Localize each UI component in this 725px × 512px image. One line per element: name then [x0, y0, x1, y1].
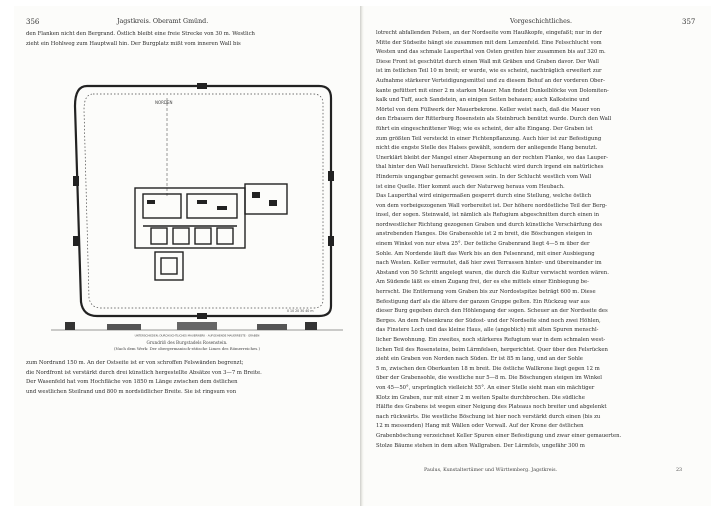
text-line: lichen Teil des Rosensteins, beim Lärmfelsen, hergerichtet. Quer über den Felsrücken [376, 346, 608, 353]
book-spread [14, 6, 711, 506]
scale-label: 0 10 20 30 40 m [287, 309, 314, 313]
wall-tower [328, 171, 334, 181]
text-line: Der Wasenfeld hat vom Hochfläche von 1850 m Länge zwischen dem östlichen [26, 379, 238, 386]
text-line: Aufnahme stärkerer Verteidigungsmittel und zu diesem Behuf an der vorderen Ober- [376, 77, 605, 84]
left-text-top [26, 30, 348, 49]
text-line: nach rückwärts. Die westliche Böschung ist hier noch verstärkt durch einen (bis zu [376, 413, 601, 420]
text-line: Befestigung darf als die ältere der ganzen Gruppe gelten. Ein Rückzug war aus [376, 298, 590, 305]
text-line: die Nordfront ist verstärkt durch drei künstlich hergestellte Absätze von 3—7 m Breite. [26, 369, 262, 376]
text-line: Das Lauperthal wird einigermaßen gesperrt durch eine Stellung, welche östlich [376, 193, 592, 200]
text-line: zum Nordrand 150 m. An der Ostseite ist er von schroffen Felswänden begrenzt; [26, 360, 244, 366]
text-line: den Erbauern der Ritterburg Rosenstein als Steinbruch benützt wurde. Durch den Wall [376, 116, 612, 123]
north-label: NORDEN [155, 100, 173, 105]
text-line: licher Bewohnung. Ein zweites, noch stärkeres Refugium war in dem schmalen west- [376, 337, 606, 343]
text-line: einem Winkel von nur etwa 25°. Der östliche Grabenrand liegt 4—5 m über der [376, 241, 590, 248]
text-line: zum größten Teil versteckt in einer Fichtenpflanzung. Auch hier ist zur Befestigung [376, 135, 602, 142]
text-line: und westlichen Steilrand und 800 m nordsüdlicher Breite. Sie ist ringsum von [26, 388, 237, 395]
text-line: 5 m, zwischen den Oberkanten 18 m breit. Die östliche Wallkrone liegt gegen 12 m [376, 365, 600, 372]
text-line: Abstand von 50 Schritt angelegt waren, die durch die Kultur verwischt worden wären. [376, 269, 609, 276]
section-profiles [51, 322, 343, 330]
text-line: Sohle. Am Nordende läuft das Werk bis an den Felsenrand, mit einer Ausbiegung [376, 250, 595, 257]
text-line: nach Westen. Keller vermutet, daß hier zwei Terrassen hinter- und übereinander im [376, 260, 602, 267]
text-line: nordwestlicher Richtung gezogenen Graben und durch künstliche Verschärfung des [376, 221, 603, 228]
fortress-ground-plan [47, 76, 347, 338]
text-line: Westen und das schmale Lauperthal von Osten greifen hier zusammen bis auf 320 m. [376, 49, 606, 56]
text-line: dieser Burg gegeben durch den Höhlengang der sogen. Scheuer an der Nordseite des [376, 308, 608, 315]
left-running-head: Jagstkreis. Oberamt Gmünd. [117, 18, 209, 25]
text-line: lotrecht abfallenden Felsen, an der Nordseite vom Haußkopfe, eingefaßt; nur in der [376, 30, 602, 36]
text-line: zieht ein Hohlweg zum Hauptwall hin. Der Burgplatz mißt vom inneren Wall bis [26, 40, 241, 47]
right-page [364, 6, 711, 506]
text-line: nicht die engste Stelle des Halses gewählt, sondern der anliegende Hang benutzt. [376, 145, 598, 152]
text-line: Unerklärt bleibt der Mangel einer Abspernung an der rechten Flanke, wo das Lauper- [376, 154, 608, 161]
text-line: Hälfte des Grabens ist wegen einer Neigung des Plateaus noch breiter und abgelenkt [376, 404, 607, 411]
figure-caption-source: (Nach dem Werk: Der obergermanisch-rätische Limes des Römerreiches.) [113, 346, 261, 351]
text-line: kalk und Tuff, auch Sandstein, an einigen Seiten behauen; auch Kalksteine und [376, 97, 590, 104]
central-building [135, 184, 287, 280]
left-page [14, 6, 361, 506]
wall-tower [197, 83, 207, 89]
text-line: führt ein eingeschnittener Weg; wie es scheint, der alte Eingang. Der Graben ist [376, 125, 593, 132]
right-page-number: 357 [682, 18, 696, 26]
text-line: Diese Front ist geschützt durch einen Wall mit Gräben und Graben davor. Der Wall [376, 58, 599, 65]
text-line: Klotz im Graben, nur mit einer 2 m weiten Spalte durchbrochen. Die südliche [376, 394, 585, 401]
text-line: von dem vorbeigezogenen Wall vorbereitet ist. Der höhere nordöstliche Teil der Berg- [376, 202, 607, 209]
right-text [376, 29, 702, 451]
text-line: anstrebenden Hanges. Die Grabensohle ist 2 m breit, die Böschungen steigen in [376, 231, 593, 238]
figure-caption: Grundriß des Burgstadels Rosenstein. [146, 340, 228, 345]
wall-tower [328, 236, 334, 246]
signature-mark: 23 [676, 468, 683, 473]
plan-legend: UNTERSCHIEDEN: DURCHSICHTLICHES MAUERWERK · AUFGEHENDE MAUERRESTE · GRABEN [134, 333, 260, 338]
wall-tower [197, 313, 207, 319]
left-page-number: 356 [26, 18, 40, 26]
text-line: herrscht. Die Entfernung vom Graben bis zur Nordostspitze beträgt 600 m. Diese [376, 289, 596, 296]
text-line: das Finstere Loch und das kleine Haus, alle (angeblich) mit alten Spuren menschl- [376, 327, 599, 334]
page-footer: Paulus, Kunstaltertümer und Württemberg. Jagstkreis. [424, 468, 558, 473]
text-line: insel, der sogen. Steinwald, ist nämlich als Refugium abgeschnitten durch einen in [376, 212, 600, 219]
text-line: den Flanken nicht den Bergrand. Östlich bleibt eine freie Strecke von 30 m. Westlich [26, 31, 255, 37]
text-line: Stolze Bäume stehen in dem alten Wallgraben. Der Lärmfels, ungefähr 300 m [376, 442, 585, 449]
right-running-head: Vorgeschichtliches. [510, 18, 573, 25]
text-line: ist eine Quelle. Hier kommt auch der Naturweg heraus vom Heubach. [376, 183, 565, 190]
wall-tower [73, 176, 79, 186]
text-line: Grabenböschung verzeichnet Keller Spuren einer Befestigung und zwar einer gemauerten. [376, 432, 622, 439]
text-line: 12 m messenden) Hang mit Wällen oder Vorwall. Auf der Krone der östlichen [376, 423, 584, 430]
text-line: von 45—50°, ursprünglich vielleicht 55°. An einer Stelle sieht man ein mächtiger [376, 384, 595, 391]
text-line: über der Grabensohle, die westliche nur 5—8 m. Die Böschungen steigen im Winkel [376, 375, 602, 382]
left-text-bottom [26, 359, 348, 397]
text-line: Mitte der Südseite hängt sie zusammen mit dem Lenzenfeld. Eine Felsschlucht vom [376, 39, 602, 46]
text-line: Hindernis ungangbar gemacht gewesen sein. In der Schlucht westlich vom Wall [376, 173, 592, 180]
text-line: Berges. An dem Felsenkranz der Südost- und der Nordseite sind noch zwei Höhlen, [376, 317, 601, 324]
wall-tower [73, 236, 79, 246]
text-line: thal hinter den Wall heraufkreicht. Diese Schlucht wird durch irgend ein natürliches [376, 164, 604, 171]
text-line: Am Südende läßt es einen Zugang frei, der es ehe mittels einer Einbiegung be- [376, 279, 589, 286]
text-line: zieht ein Graben von Norden nach Süden. Er ist 85 m lang, und an der Sohle [376, 356, 583, 363]
text-line: Mörtel von dem Füllwerk der Mauerbekrone. Keller weist nach, daß die Mauer von [376, 106, 601, 113]
text-line: ist im östlichen Teil 10 m breit; er wurde, wie es scheint, nachträglich erweitert zur [376, 68, 602, 75]
text-line: kante gefüttert mit einer 2 m starken Mauer. Man findet Dunkelblöcke von Dolomiten- [376, 87, 609, 94]
